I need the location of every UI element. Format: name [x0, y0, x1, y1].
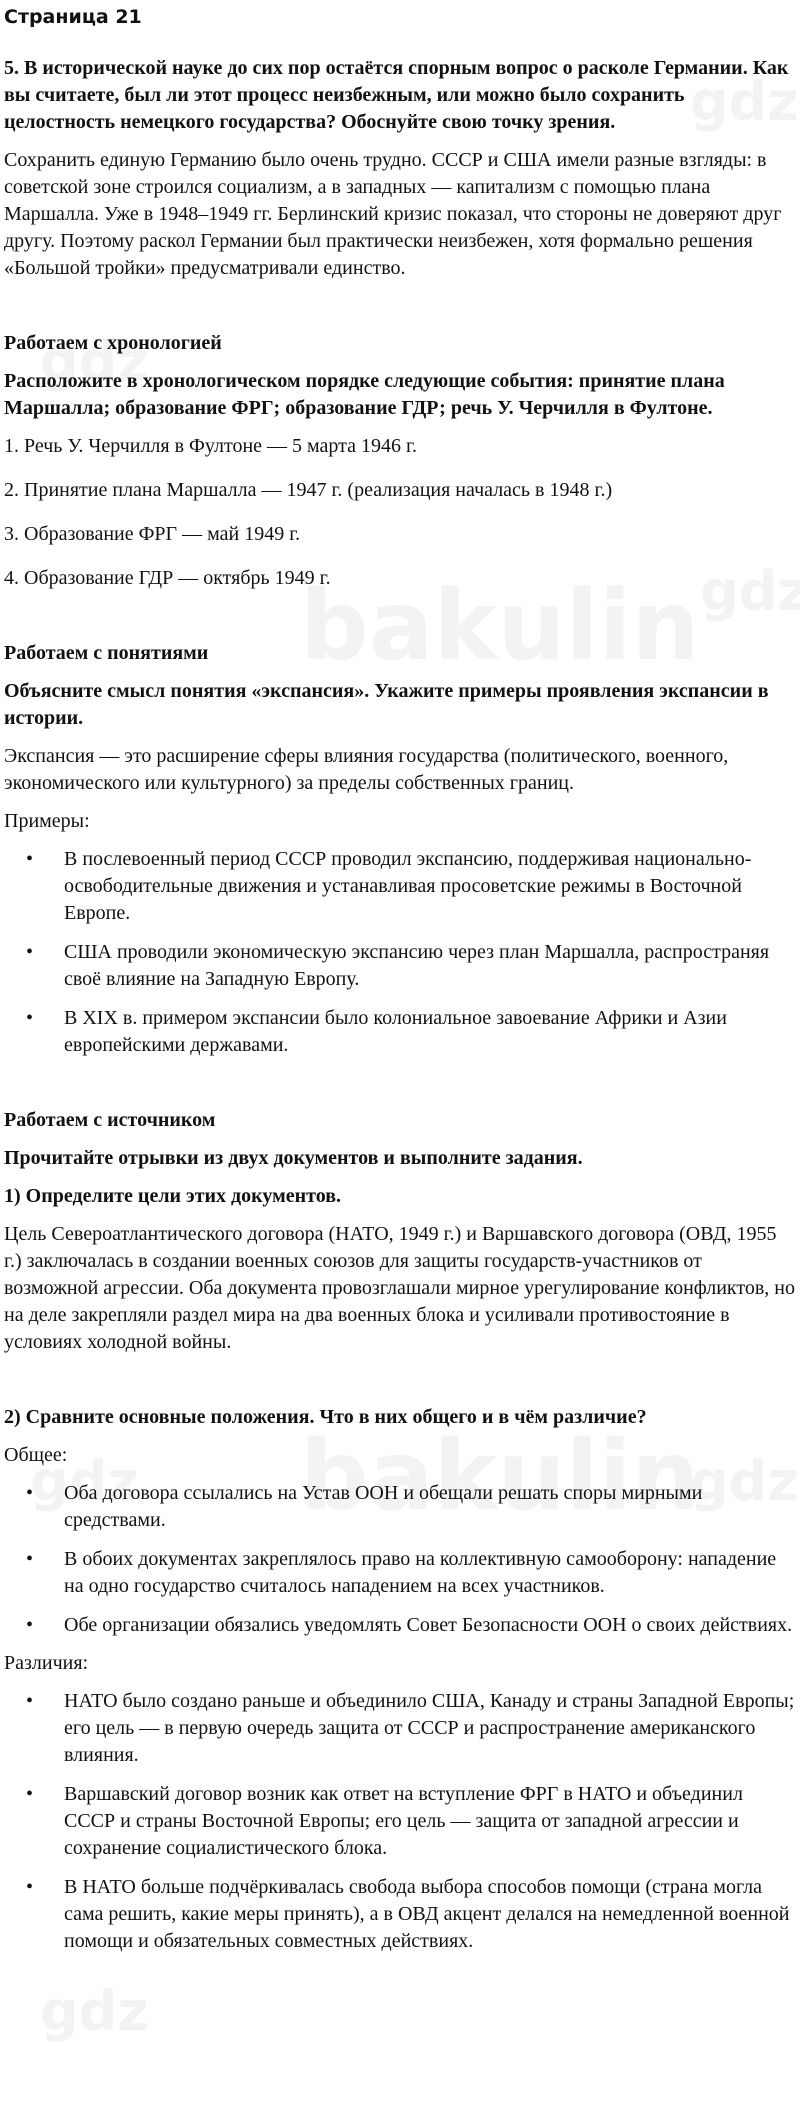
list-item: • В НАТО больше подчёркивалась свобода выбора способов помощи (страна могла сама решить, какие меры принять), а в ОВД акцент делался на немедленной военной помощи и обязательных совместных действиях. [4, 1874, 796, 1955]
content [0, 2, 800, 1955]
examples-list [4, 846, 796, 1059]
concepts-task: Объясните смысл понятия «экспансия». Укажите примеры проявления экспансии в истории. [4, 680, 769, 729]
section-heading-concepts: Работаем с понятиями [4, 642, 209, 664]
question-5: 5. В исторической науке до сих пор остаётся спорным вопрос о расколе Германии. Как вы считаете, был ли этот процесс неизбежным, или можно было сохранить целостность немецкого государства? Обоснуйте свою точку зрения. [4, 57, 789, 133]
page-title: Страница 21 [4, 6, 142, 28]
common-list [4, 1480, 796, 1639]
source-question-2: 2) Сравните основные положения. Что в них общего и в чём различие? [4, 1406, 647, 1428]
list-item: • В XIX в. примером экспансии было колониальное завоевание Африки и Азии европейскими державами. [4, 1005, 796, 1059]
chronology-task: Расположите в хронологическом порядке следующие события: принятие плана Маршалла; образование ФРГ; образование ГДР; речь У. Черчилля в Фултоне. [4, 370, 725, 419]
source-question-1: 1) Определите цели этих документов. [4, 1185, 342, 1207]
list-item: • В послевоенный период СССР проводил экспансию, поддерживая национально-освободительные движения и устанавливая просоветские режимы в Восточной Европе. [4, 846, 796, 927]
examples-label: Примеры: [4, 810, 90, 832]
source-answer-1: Цель Североатлантического договора (НАТО, 1949 г.) и Варшавского договора (ОВД, 1955 г.) заключалась в создании военных союзов для защиты государств-участников от возможной агрессии. Оба документа провозглашали мирное урегулирование конфликтов, но на деле закрепляли раздел мира на два военных блока и усиливали противостояние в условиях холодной войны. [4, 1223, 795, 1353]
list-item: • НАТО было создано раньше и объединило США, Канаду и страны Западной Европы; его цель — в первую очередь защита от СССР и распространение американского влияния. [4, 1688, 796, 1769]
watermark-gdz [40, 1980, 149, 2043]
list-item: • Обе организации обязались уведомлять Совет Безопасности ООН о своих действиях. [4, 1612, 796, 1639]
differences-label: Различия: [4, 1652, 89, 1674]
list-item: 2. Принятие плана Маршалла — 1947 г. (реализация началась в 1948 г.) [4, 479, 613, 501]
list-item: • США проводили экономическую экспансию через план Маршалла, распространяя своё влияние на Западную Европу. [4, 939, 796, 993]
list-item: 4. Образование ГДР — октябрь 1949 г. [4, 567, 331, 589]
section-heading-chronology: Работаем с хронологией [4, 332, 222, 354]
chronology-list [4, 433, 796, 592]
concepts-definition: Экспансия — это расширение сферы влияния государства (политического, военного, экономического или культурного) за пределы собственных границ. [4, 745, 729, 794]
list-item: • В обоих документах закреплялось право на коллективную самооборону: нападение на одно государство считалось нападением на всех участников. [4, 1546, 796, 1600]
source-task: Прочитайте отрывки из двух документов и выполните задания. [4, 1147, 583, 1169]
list-item: 3. Образование ФРГ — май 1949 г. [4, 523, 301, 545]
differences-list [4, 1688, 796, 1955]
common-label: Общее: [4, 1444, 68, 1466]
section-heading-source: Работаем с источником [4, 1109, 216, 1131]
list-item: • Оба договора ссылались на Устав ООН и обещали решать споры мирными средствами. [4, 1480, 796, 1534]
list-item: • Варшавский договор возник как ответ на вступление ФРГ в НАТО и объединил СССР и страны Восточной Европы; его цель — защита от западной агрессии и сохранение социалистического блока. [4, 1781, 796, 1862]
list-item: 1. Речь У. Черчилля в Фултоне — 5 марта 1946 г. [4, 435, 417, 457]
answer-5: Сохранить единую Германию было очень трудно. СССР и США имели разные взгляды: в советской зоне строился социализм, а в западных — капитализм с помощью плана Маршалла. Уже в 1948–1949 гг. Берлинский кризис показал, что стороны не доверяют друг другу. Поэтому раскол Германии был практически неизбежен, хотя формально решения «Большой тройки» предусматривали единство. [4, 149, 782, 279]
